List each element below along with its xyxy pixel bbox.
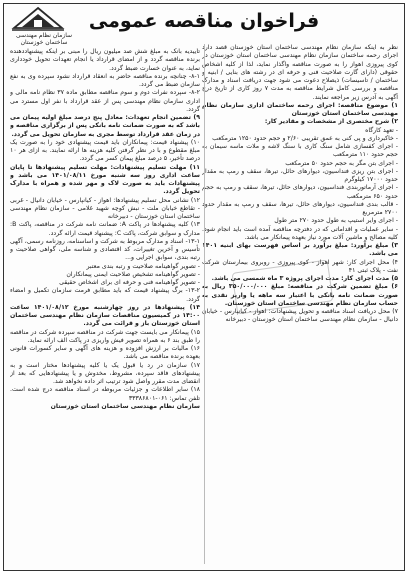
right-column-paragraph: ۵) مدت اجرای کار: مدت اجرای پروژه ۳ ماه شمسی می باشد. <box>211 275 398 282</box>
column-divider <box>204 44 205 564</box>
left-column-paragraph: - تصویر گواهینامه صلاحیت و رتبه بندی معتبر <box>86 262 200 270</box>
left-column-paragraph: ۱۱) مهلت تسلیم پیشنهادات: مهلت تسلیم پیشنهادها تا پایان ساعت اداری روز سه شنبه مورخ ۱۴۰۱/۰۸/۱۱ می باشد و پیشنهادات باید به صورت لاک و مهر شده و همراه با مدارک تحویل گردد. <box>10 163 200 196</box>
right-column-paragraph: ۶) مبلغ تضمین شرکت در مناقصه: مبلغ ۳۵۰/۰۰۰/۰۰۰ ریال به صورت ضمانت نامه بانکی با اعتبار سه ماهه یا واریز نقدی به حساب سازمان نظام مهندسی ساختمان استان خوزستان. <box>202 283 398 307</box>
right-column-paragraph: - قالب بندی فنداسیون، دیوارهای حائل، تیرها، سقف و رمپ به مقدار حدود ۲۷۰۰ مترمربع <box>202 200 398 216</box>
right-column-paragraph: - اجرای کفسازی شامل سنگ کاری با سنگ لاشه و ملات ماسه سیمان به حجم حدود ۱۱۰ مترمکعب <box>202 143 398 159</box>
right-column-paragraph: ۴) محل اجرای کار: شهر اهواز - کوی پیروزی - روبروی بیمارستان شرکت نفت - پلاک ثبتی ۴۱ <box>202 258 398 274</box>
right-column-paragraph: - اجرای بتن ریزی فنداسیون، دیوارهای حائل، تیرها، سقف و رمپ به مقدار حدود ۱۷۰۰۰ کیلوگرم <box>202 167 398 183</box>
page-title: فراخوان مناقصه عمومی <box>88 10 320 32</box>
left-column-paragraph: ۱۷) سازمان در رد یا قبول یک یا کلیه پیشنهادها مختار است و به پیشنهادهای فاقد سپرده، مشروط، مخدوش و یا پیشنهادهایی که بعد از انقضای مدت مقرر واصل شود ترتیب اثر داده نخواهد شد. <box>10 361 200 385</box>
right-column-paragraph: - اجرای وایر استیپ به طول حدود ۲۷۰ متر طول <box>274 217 398 225</box>
right-column-paragraph: - اجرای بتن مگر به حجم حدود ۵۰ مترمکعب <box>285 159 398 167</box>
left-column-paragraph: - تصویر گواهینامه تشخیص صلاحیت ایمنی پیمانکاران <box>66 270 200 278</box>
right-column-paragraph: نظر به اینکه سازمان نظام مهندسی ساختمان استان خوزستان قصد دارد اجرای رحمه ساختمان سازمان نظام مهندسی ساختمان استان خوزستان در کوی پیروزی اهواز را به صورت مناقصه واگذار نماید، لذا از کلیه اشخاص حقوقی (دارای گارت صلاحیت فنی و حرفه ای در رشته های بنایی / ابنیه و ساختمان / تاسیسات) ذیصلاح دعوت می شود جهت دریافت اسناد و مدارک مناقصه و بررسی کامل شرایط مناقصه به مدت ۷ روز کاری از تاریخ درج آگهی به آدرس زیر مراجعه نمایند. <box>202 44 398 101</box>
tender-notice-page <box>3 3 405 571</box>
left-column-paragraph: ۱۶) مالیات بر ارزش افزوده و هزینه های آگهی و سایر کسورات قانونی بعهده برنده مناقصه می باشد. <box>10 345 200 361</box>
left-column <box>10 48 200 566</box>
right-column-paragraph: - خاکبرداری و پی کنی به عمق تقریبی ۲/۶۰ و حجم حدود ۱۲۵۰ مترمکعب <box>212 134 398 142</box>
right-column-paragraph: - سایر عملیات و اقداماتی که در دفترچه مناقصه آمده است باید انجام شود. کلیه مصالح و ماشین آلات مورد نیاز بعهده پیمانکار می باشد. <box>202 225 398 241</box>
left-column-paragraph: ۱۳-۱- اسناد و مدارک مربوط به شرکت و اساسنامه، روزنامه رسمی، آگهی تأسیس و آخرین تغییرات، کد اقتصادی و شناسه ملی، گواهی صلاحیت و رتبه بندی، سوابق اجرایی و... <box>10 237 200 262</box>
logo-caption: سازمان نظام مهندسی ساختمان خوزستان <box>15 32 73 46</box>
left-column-paragraph: ۹) تضمین انجام تعهدات: معادل پنج درصد مبلغ اولیه پیمان می باشد که به صورت ضمانت نامه بانکی پس از برگزاری مناقصه و در زمان عقد قرارداد توسط مجری به سازمان تحویل می گردد. <box>10 114 200 138</box>
left-column-paragraph: ۸-۲- سپرده نفرات دوم و سوم مناقصه مطابق ماده ۳۷ نظام نامه مالی و اداری سازمان نظام مهندسی پس از عقد قرارداد با نفر اول مسترد می گردد. <box>10 89 200 113</box>
left-column-paragraph: ۱۳-۲- برگ پیشنهاد قیمت که باید مطابق فرمت سازمان تکمیل و امضاء گردد. <box>10 287 200 303</box>
left-column-paragraph: ۱۲) نشانی محل تسلیم پیشنهادها: اهواز - کیانپارس - خیابان دانیال - غربی - تقاطع خیابان ملت - نبش کوچه شهید غلامی - سازمان نظام مهندسی ساختمان استان خوزستان - دبیرخانه <box>10 196 200 220</box>
header <box>4 4 404 44</box>
left-column-paragraph: ۸-۱- چنانچه برنده مناقصه حاضر به انعقاد قرارداد نشود سپرده وی به نفع سازمان ضبط می گردد. <box>10 72 200 88</box>
right-column-paragraph: - تعهد کارگاه <box>365 126 398 134</box>
right-column-paragraph: ۱) موضوع مناقصه: اجرای رحمه ساختمان اداری سازمان نظام مهندسی ساختمان استان خوزستان <box>202 101 398 117</box>
left-column-paragraph: سازمان نظام مهندسی ساختمان استان خوزستان <box>50 402 200 410</box>
left-column-paragraph: - تصویر گواهینامه فنی و حرفه ای برای اشخاص حقیقی <box>59 279 200 286</box>
left-column-paragraph: ۱۰) پیشنهاد قیمت: پیمانکاران باید قیمت پیشنهادی خود را به صورت یک مبلغ مقطوع و با در نظر گرفتن کلیه هزینه ها ارائه نمایند. به ازای هر ۱۰ درصد تأخیر، ۵ درصد مبلغ پیمان کسر می گردد. <box>10 138 200 163</box>
left-column-paragraph: ۱۸) سایر اطلاعات و جزئیات مربوطه در اسناد مناقصه درج شده است. تلفن تماس: ۰۶۱-۳۳۳۸۶۸۰۱ <box>10 386 200 402</box>
left-column-paragraph: ۱۴) پیشنهادها در روز چهارشنبه مورخ ۱۴۰۱/۰۸/۱۲ ساعت ۱۴:۰۰ در کمیسیون مناقصات سازمان نظام مهندسی ساختمان استان خوزستان باز و قرائت می گردد. <box>10 303 200 328</box>
right-column-paragraph: - اجرای آرماتوربندی فنداسیون، دیوارهای حائل، تیرها، سقف و رمپ به حجم حدود ۶۵۰ مترمکعب <box>202 184 398 200</box>
left-column-paragraph: تأییدیه بانک به مبلغ شش صد میلیون ریال را مبنی بر اینکه پیشنهاددهنده برنده مناقصه گردد و از امضای قرارداد یا انجام تعهدات تحویل خودداری نماید، به عنوان خسارت ضبط گردد. <box>10 48 200 72</box>
right-column-paragraph: ۳) مبلغ برآورد: مبلغ برآورد بر اساس فهرست بهای ابنیه ۱۴۰۱ می باشد. <box>202 242 398 258</box>
right-column-paragraph: ۲) شرح مختصری از مشخصات و مقادیر کار: <box>264 118 398 126</box>
right-column-paragraph: ۷) محل دریافت اسناد مناقصه و تحویل پیشنهادات: اهواز - کیانپارس - خیابان دانیال - سازمان نظام مهندسی ساختمان استان خوزستان - دبیرخانه <box>202 308 398 324</box>
left-column-paragraph: ۱۳) کلیه پیشنهادها در پاکت A: ضمانت نامه شرکت در مناقصه، پاکت B: مدارک و سوابق شرکت، پاکت C: پیشنهاد قیمت ارائه گردد. <box>10 221 200 237</box>
logo-emblem-icon <box>10 6 66 32</box>
left-column-paragraph: ۱۵) پیمانکار می بایست جهت شرکت در مناقصه سپرده شرکت در مناقصه را طبق بند ۶ به همراه تصویر فیش واریزی در پاکت الف ارائه نماید. <box>10 328 200 344</box>
